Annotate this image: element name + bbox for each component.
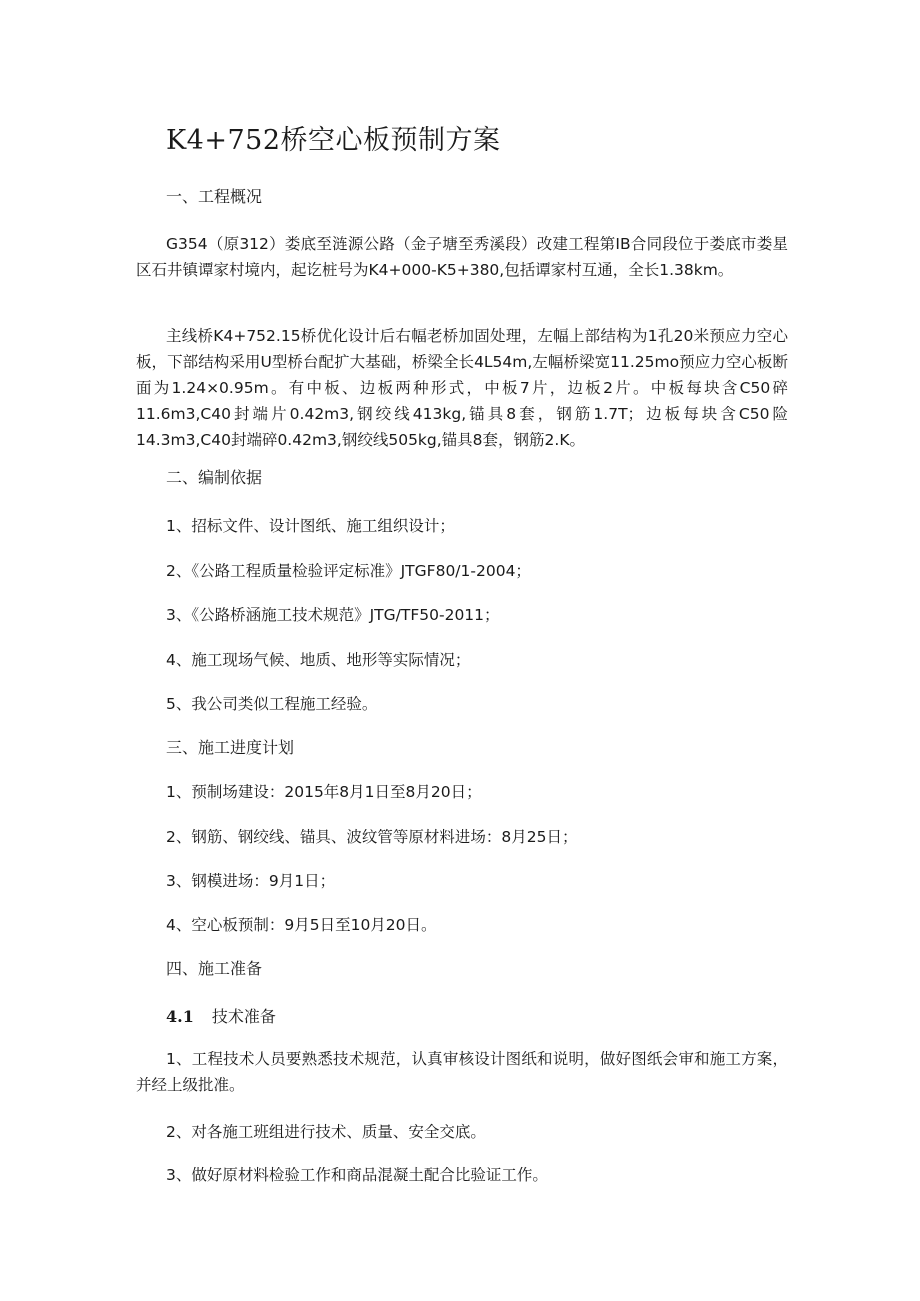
overview-paragraph-2: 主线桥K4+752.15桥优化设计后右幅老桥加固处理，左幅上部结构为1孔20米预应力空心板，下部结构采用U型桥台配扩大基础，桥梁全长4L54m,左幅桥梁宽11.25mo预应力空心板断面为1.24×0.95m。有中板、边板两种形式，中板7片，边板2片。中板每块含C50碎11.6m3,C40封端片0.42m3,钢绞线413kg,锚具8套，钢筋1.7T；边板每块含C50险14.3m3,C40封端碎0.42m3,钢绞线505kg,锚具8套，钢筋2.K。 — [136, 327, 788, 449]
basis-item: 5、我公司类似工程施工经验。 — [166, 695, 378, 713]
document-title: K4+752桥空心板预制方案 — [166, 125, 501, 156]
basis-item: 3、《公路桥涵施工技术规范》JTG/TF50-2011； — [166, 606, 500, 624]
basis-item: 2、《公路工程质量检验评定标准》JTGF80/1-2004； — [166, 562, 531, 580]
schedule-item: 3、钢模进场：9月1日； — [166, 872, 336, 890]
section-heading-overview: 一、工程概况 — [166, 187, 263, 206]
schedule-item: 2、钢筋、钢绞线、锚具、波纹管等原材料进场：8月25日； — [166, 828, 578, 846]
section-heading-schedule: 三、施工进度计划 — [166, 738, 295, 757]
schedule-item: 4、空心板预制：9月5日至10月20日。 — [166, 916, 437, 934]
preparation-paragraph-1: 1、工程技术人员要熟悉技术规范，认真审核设计图纸和说明，做好图纸会审和施工方案，并经上级批准。 — [136, 1050, 788, 1094]
subsection-number: 4.1 — [166, 1007, 194, 1026]
subsection-heading-technical — [166, 1004, 276, 1027]
preparation-paragraph-3: 3、做好原材料检验工作和商品混凝土配合比验证工作。 — [166, 1166, 548, 1184]
preparation-paragraph-2: 2、对各施工班组进行技术、质量、安全交底。 — [166, 1123, 486, 1141]
section-heading-basis: 二、编制依据 — [166, 468, 263, 487]
section-heading-preparation: 四、施工准备 — [166, 959, 263, 978]
basis-item: 4、施工现场气候、地质、地形等实际情况； — [166, 651, 471, 669]
basis-item: 1、招标文件、设计图纸、施工组织设计； — [166, 517, 455, 535]
overview-paragraph-1: G354（原312）娄底至涟源公路（金子塘至秀溪段）改建工程第IB合同段位于娄底市娄星区石井镇谭家村境内，起讫桩号为K4+000-K5+380,包括谭家村互通，全长1.38km。 — [136, 235, 788, 279]
subsection-title: 技术准备 — [211, 1007, 276, 1026]
schedule-item: 1、预制场建设：2015年8月1日至8月20日； — [166, 783, 482, 801]
